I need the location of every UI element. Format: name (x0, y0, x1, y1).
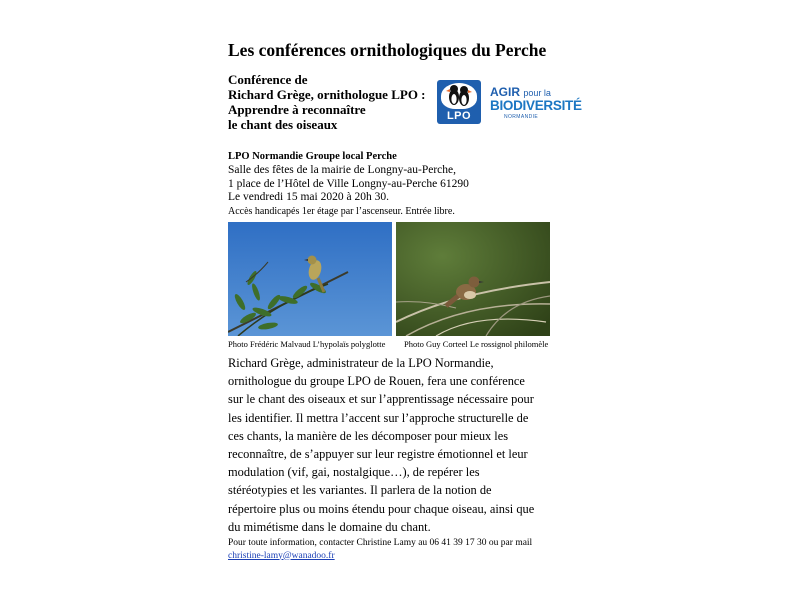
lpo-logo (437, 80, 481, 124)
paragraph-line: sur le chant des oiseaux et sur l’apprentissage nécessaire pour (228, 392, 534, 407)
paragraph-line: stéréotypies et les variantes. Il parlera de la notion de (228, 483, 492, 498)
photo-rossignol (396, 222, 550, 336)
pour-la-word: pour la (523, 88, 551, 98)
subheading-line: Apprendre à reconnaître (228, 102, 366, 117)
paragraph-line: ornithologue du groupe LPO de Rouen, fera une conférence (228, 374, 525, 389)
bird-on-branch-photo (228, 222, 392, 336)
photo-hypolais (228, 222, 392, 336)
nightingale-photo (396, 222, 550, 336)
photo-caption-2: Photo Guy Corteel Le rossignol philomèle (404, 339, 549, 349)
subheading-line: Richard Grège, ornithologue LPO : (228, 87, 426, 102)
agir-line1 (490, 86, 582, 98)
access-info: Accès handicapés 1er étage par l’ascenseur. Entrée libre. (228, 206, 455, 218)
lpo-logo-text: LPO (446, 110, 472, 122)
paragraph-line: modulation (vif, gai, nostalgique…), de repérer les (228, 465, 480, 480)
contact-block (228, 537, 532, 562)
paragraph-line: les identifier. Il mettra l’accent sur l’approche structurelle de (228, 410, 529, 425)
photo-caption-1: Photo Frédéric Malvaud L’hypolaïs polyglotte (228, 339, 386, 349)
venue-block (228, 150, 469, 219)
subheading-line: Conférence de (228, 72, 308, 87)
contact-text: Pour toute information, contacter Christine Lamy au 06 41 39 17 30 ou par mail (228, 538, 533, 548)
description-paragraph (228, 354, 558, 536)
conference-subheading (228, 72, 426, 132)
page-title: Les conférences ornithologiques du Perche (228, 40, 547, 60)
agir-biodiversite-logo (490, 86, 582, 120)
venue-place: Salle des fêtes de la mairie de Longny-au-Perche, (228, 163, 456, 176)
paragraph-line: du mimétisme dans le domaine du chant. (228, 519, 431, 534)
contact-email-link[interactable]: christine-lamy@wanadoo.fr (228, 550, 335, 561)
paragraph-line: Richard Grège, administrateur de la LPO Normandie, (228, 356, 494, 370)
normandie-word: NORMANDIE (504, 113, 539, 120)
organizer: LPO Normandie Groupe local Perche (228, 151, 397, 162)
agir-word: AGIR (490, 85, 520, 99)
paragraph-line: répertoire plus ou moins étendu pour chaque oiseau, ainsi que (228, 501, 535, 516)
paragraph-line: ces chants, la manière de les décomposer pour mieux les (228, 428, 509, 443)
paragraph-line: reconnaître, de s’appuyer sur leur registre émotionnel et leur (228, 447, 528, 462)
venue-address: 1 place de l’Hôtel de Ville Longny-au-Perche 61290 (228, 177, 469, 190)
event-date: Le vendredi 15 mai 2020 à 20h 30. (228, 191, 389, 204)
subheading-line: le chant des oiseaux (228, 117, 338, 132)
biodiversite-word: BIODIVERSITÉ (490, 98, 582, 113)
